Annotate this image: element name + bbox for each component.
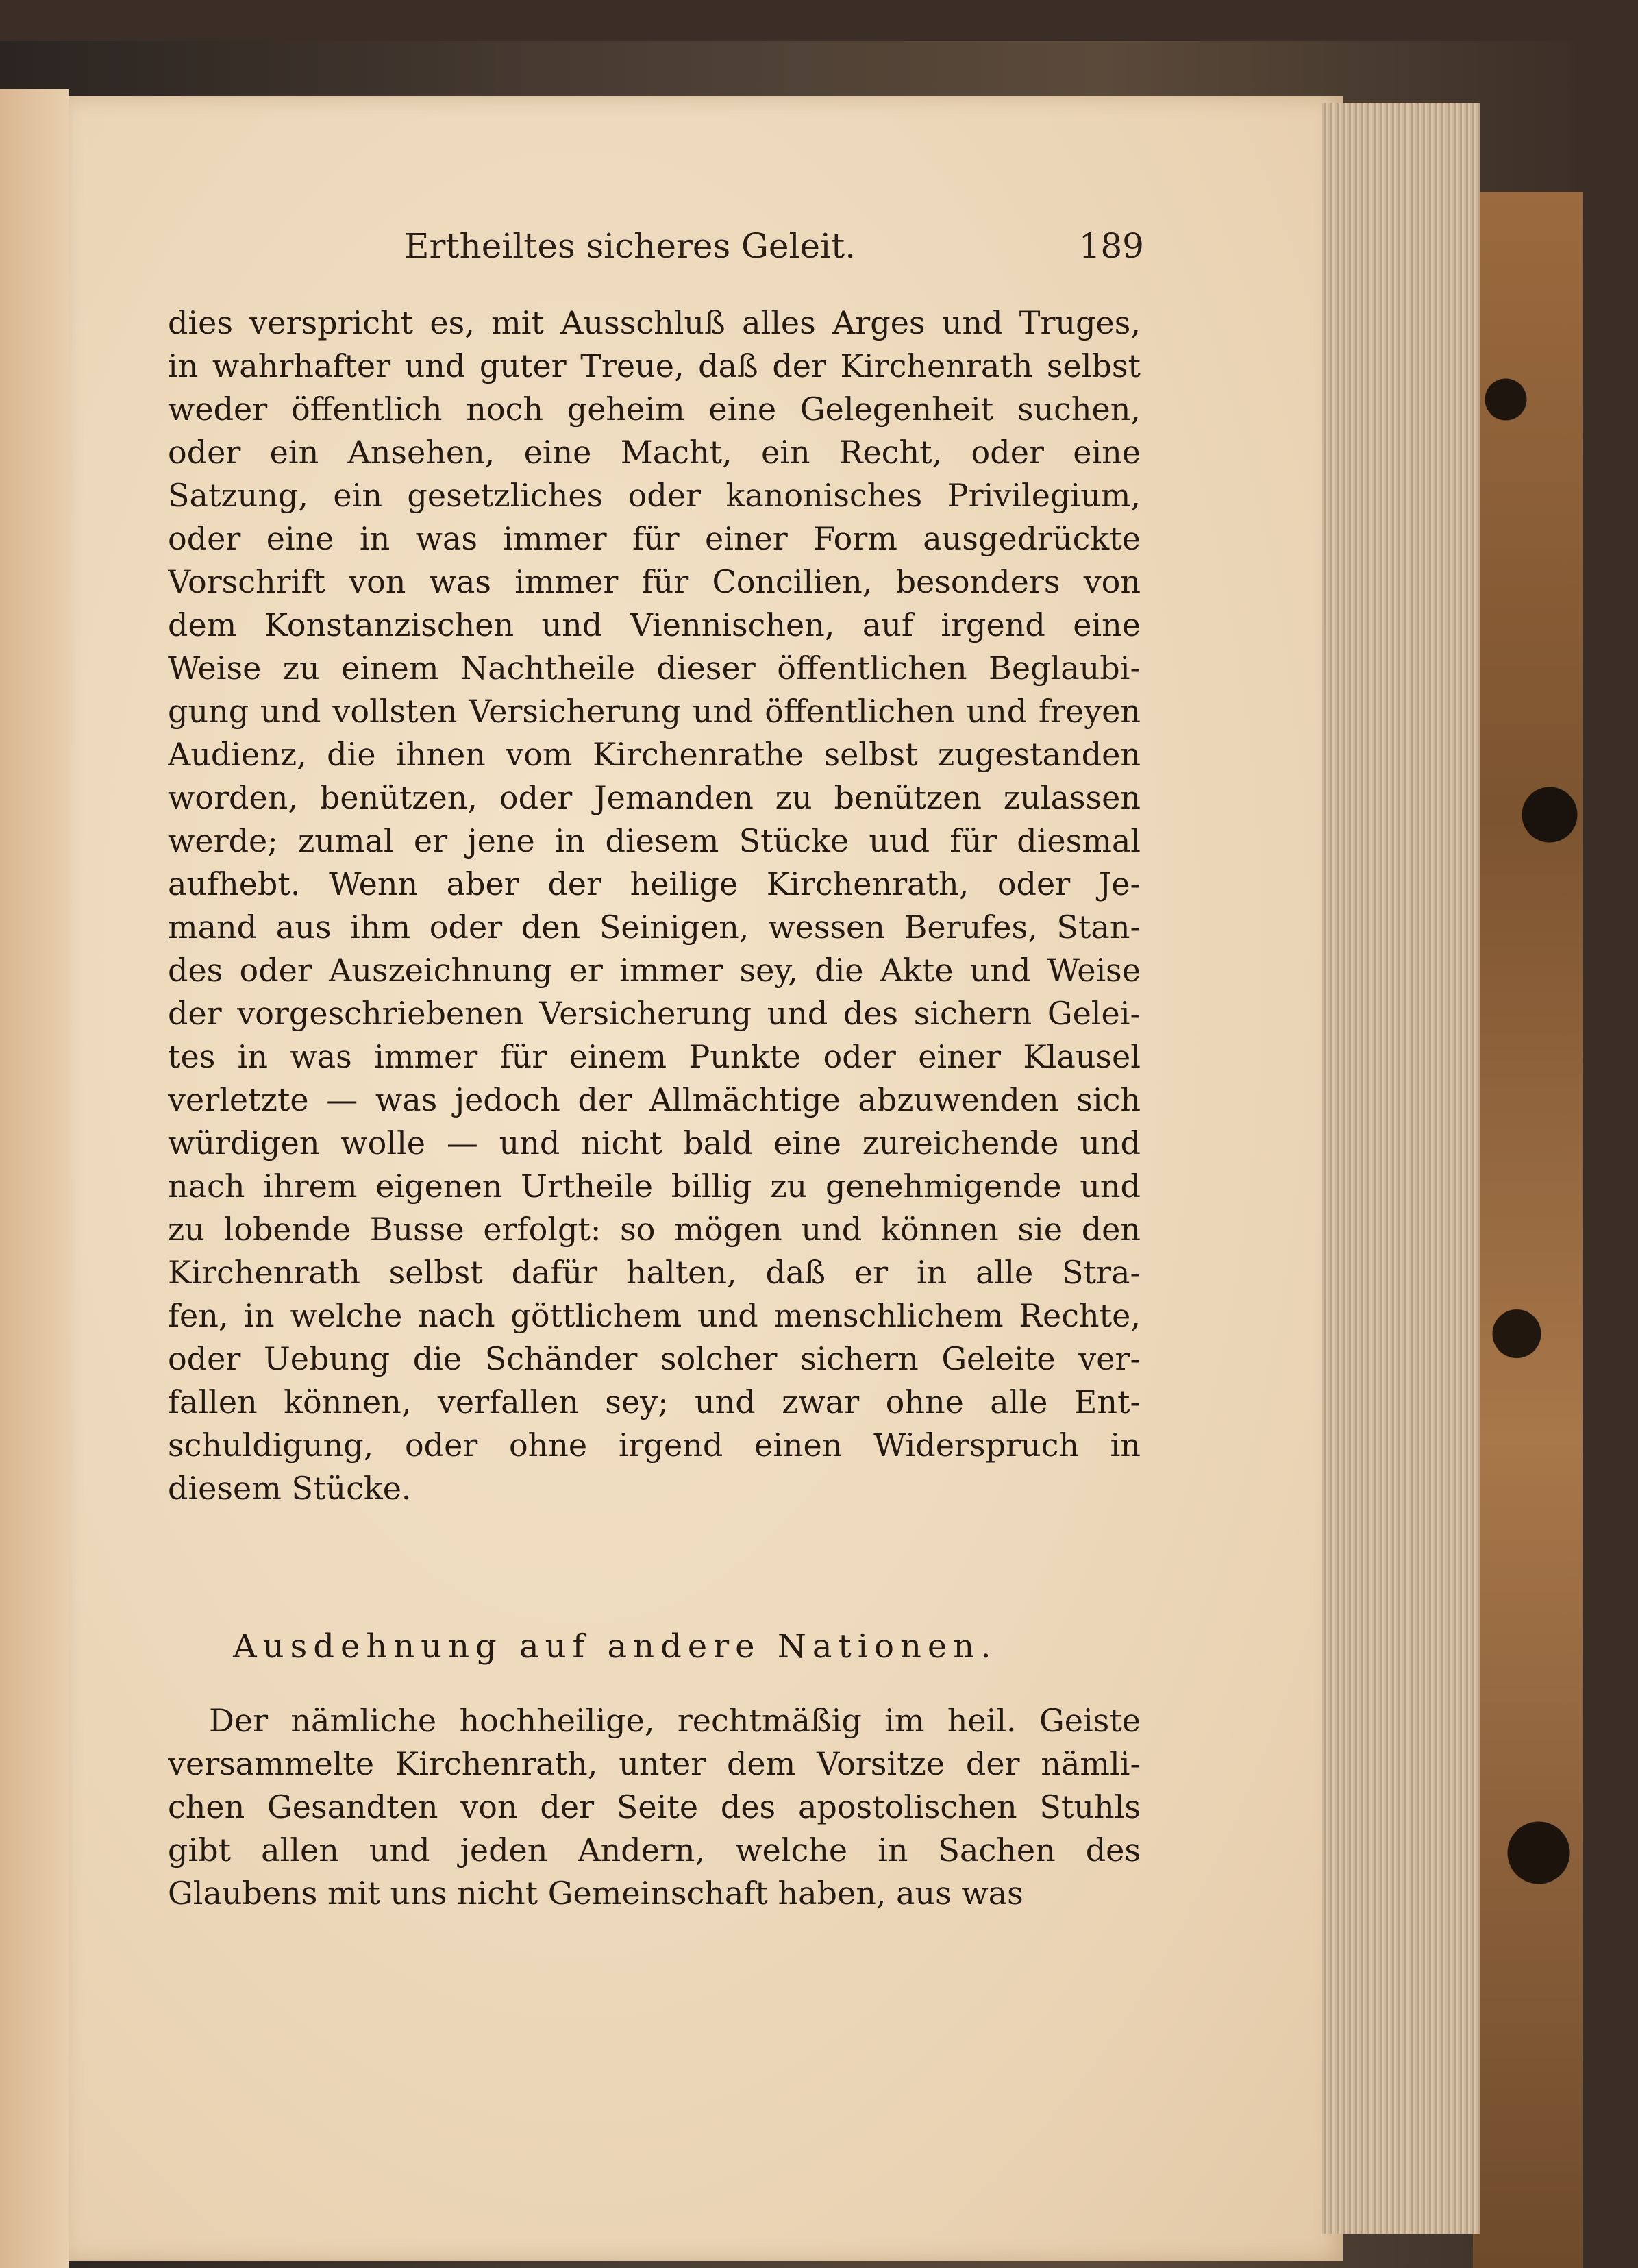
text-line: chen Gesandten von der Seite des apostolischen Stuhls	[168, 1788, 1141, 1825]
running-header	[404, 226, 1144, 281]
running-title: Ertheiltes sicheres Geleit.	[404, 226, 856, 266]
text-line: diesem Stücke.	[168, 1470, 412, 1507]
text-line: schuldigung, oder ohne irgend einen Widerspruch in	[168, 1427, 1141, 1464]
text-line: fen, in welche nach göttlichem und menschlichem Rechte,	[168, 1297, 1141, 1334]
section-heading: Ausdehnung auf andere Nationen.	[233, 1627, 997, 1666]
text-line: des oder Auszeichnung er immer sey, die Akte und Weise	[168, 952, 1141, 989]
text-line: dem Konstanzischen und Viennischen, auf irgend eine	[168, 606, 1141, 643]
text-line: mand aus ihm oder den Seinigen, wessen Berufes, Stan-	[168, 909, 1141, 946]
paragraph-1	[168, 301, 1141, 1510]
text-line: der vorgeschriebenen Versicherung und des sichern Gelei-	[168, 995, 1141, 1032]
text-line: in wahrhafter und guter Treue, daß der Kirchenrath selbst	[168, 347, 1141, 384]
text-line: würdigen wolle — und nicht bald eine zureichende und	[168, 1124, 1141, 1161]
text-line: werde; zumal er jene in diesem Stücke uud für diesmal	[168, 822, 1141, 859]
text-line: gibt allen und jeden Andern, welche in Sachen des	[168, 1832, 1141, 1869]
text-line: oder Uebung die Schänder solcher sichern Geleite ver-	[168, 1340, 1141, 1377]
text-line: Vorschrift von was immer für Concilien, besonders von	[168, 563, 1141, 600]
text-line: gung und vollsten Versicherung und öffentlichen und freyen	[168, 693, 1141, 730]
text-line: versammelte Kirchenrath, unter dem Vorsitze der nämli-	[168, 1745, 1141, 1782]
text-line: nach ihrem eigenen Urtheile billig zu genehmigende und	[168, 1168, 1141, 1205]
text-line: weder öffentlich noch geheim eine Gelegenheit suchen,	[168, 391, 1141, 428]
text-line: Glaubens mit uns nicht Gemeinschaft haben, aus was	[168, 1875, 1023, 1912]
text-line: aufhebt. Wenn aber der heilige Kirchenrath, oder Je-	[168, 865, 1141, 902]
text-line: tes in was immer für einem Punkte oder einer Klausel	[168, 1038, 1141, 1075]
text-line: worden, benützen, oder Jemanden zu benützen zulassen	[168, 779, 1141, 816]
text-line: oder ein Ansehen, eine Macht, ein Recht, oder eine	[168, 434, 1141, 471]
text-line: oder eine in was immer für einer Form ausgedrückte	[168, 520, 1141, 557]
paragraph-2	[168, 1699, 1141, 1915]
text-line: Der nämliche hochheilige, rechtmäßig im heil. Geiste	[209, 1702, 1141, 1739]
text-line: zu lobende Busse erfolgt: so mögen und können sie den	[168, 1211, 1141, 1248]
text-line: dies verspricht es, mit Ausschluß alles Arges und Truges,	[168, 304, 1141, 341]
text-line: Kirchenrath selbst dafür halten, daß er in alle Stra-	[168, 1254, 1141, 1291]
marbled-cover-edge	[1473, 192, 1583, 2268]
text-line: Audienz, die ihnen vom Kirchenrathe selbst zugestanden	[168, 736, 1141, 773]
left-page-edge	[0, 89, 69, 2268]
text-line: Satzung, ein gesetzliches oder kanonisches Privilegium,	[168, 477, 1141, 514]
text-line: verletzte — was jedoch der Allmächtige abzuwenden sich	[168, 1081, 1141, 1118]
text-line: fallen können, verfallen sey; und zwar ohne alle Ent-	[168, 1383, 1141, 1420]
page-number: 189	[1078, 226, 1144, 266]
page-block-edges	[1322, 103, 1480, 2234]
text-line: Weise zu einem Nachtheile dieser öffentlichen Beglaubi-	[168, 650, 1141, 687]
